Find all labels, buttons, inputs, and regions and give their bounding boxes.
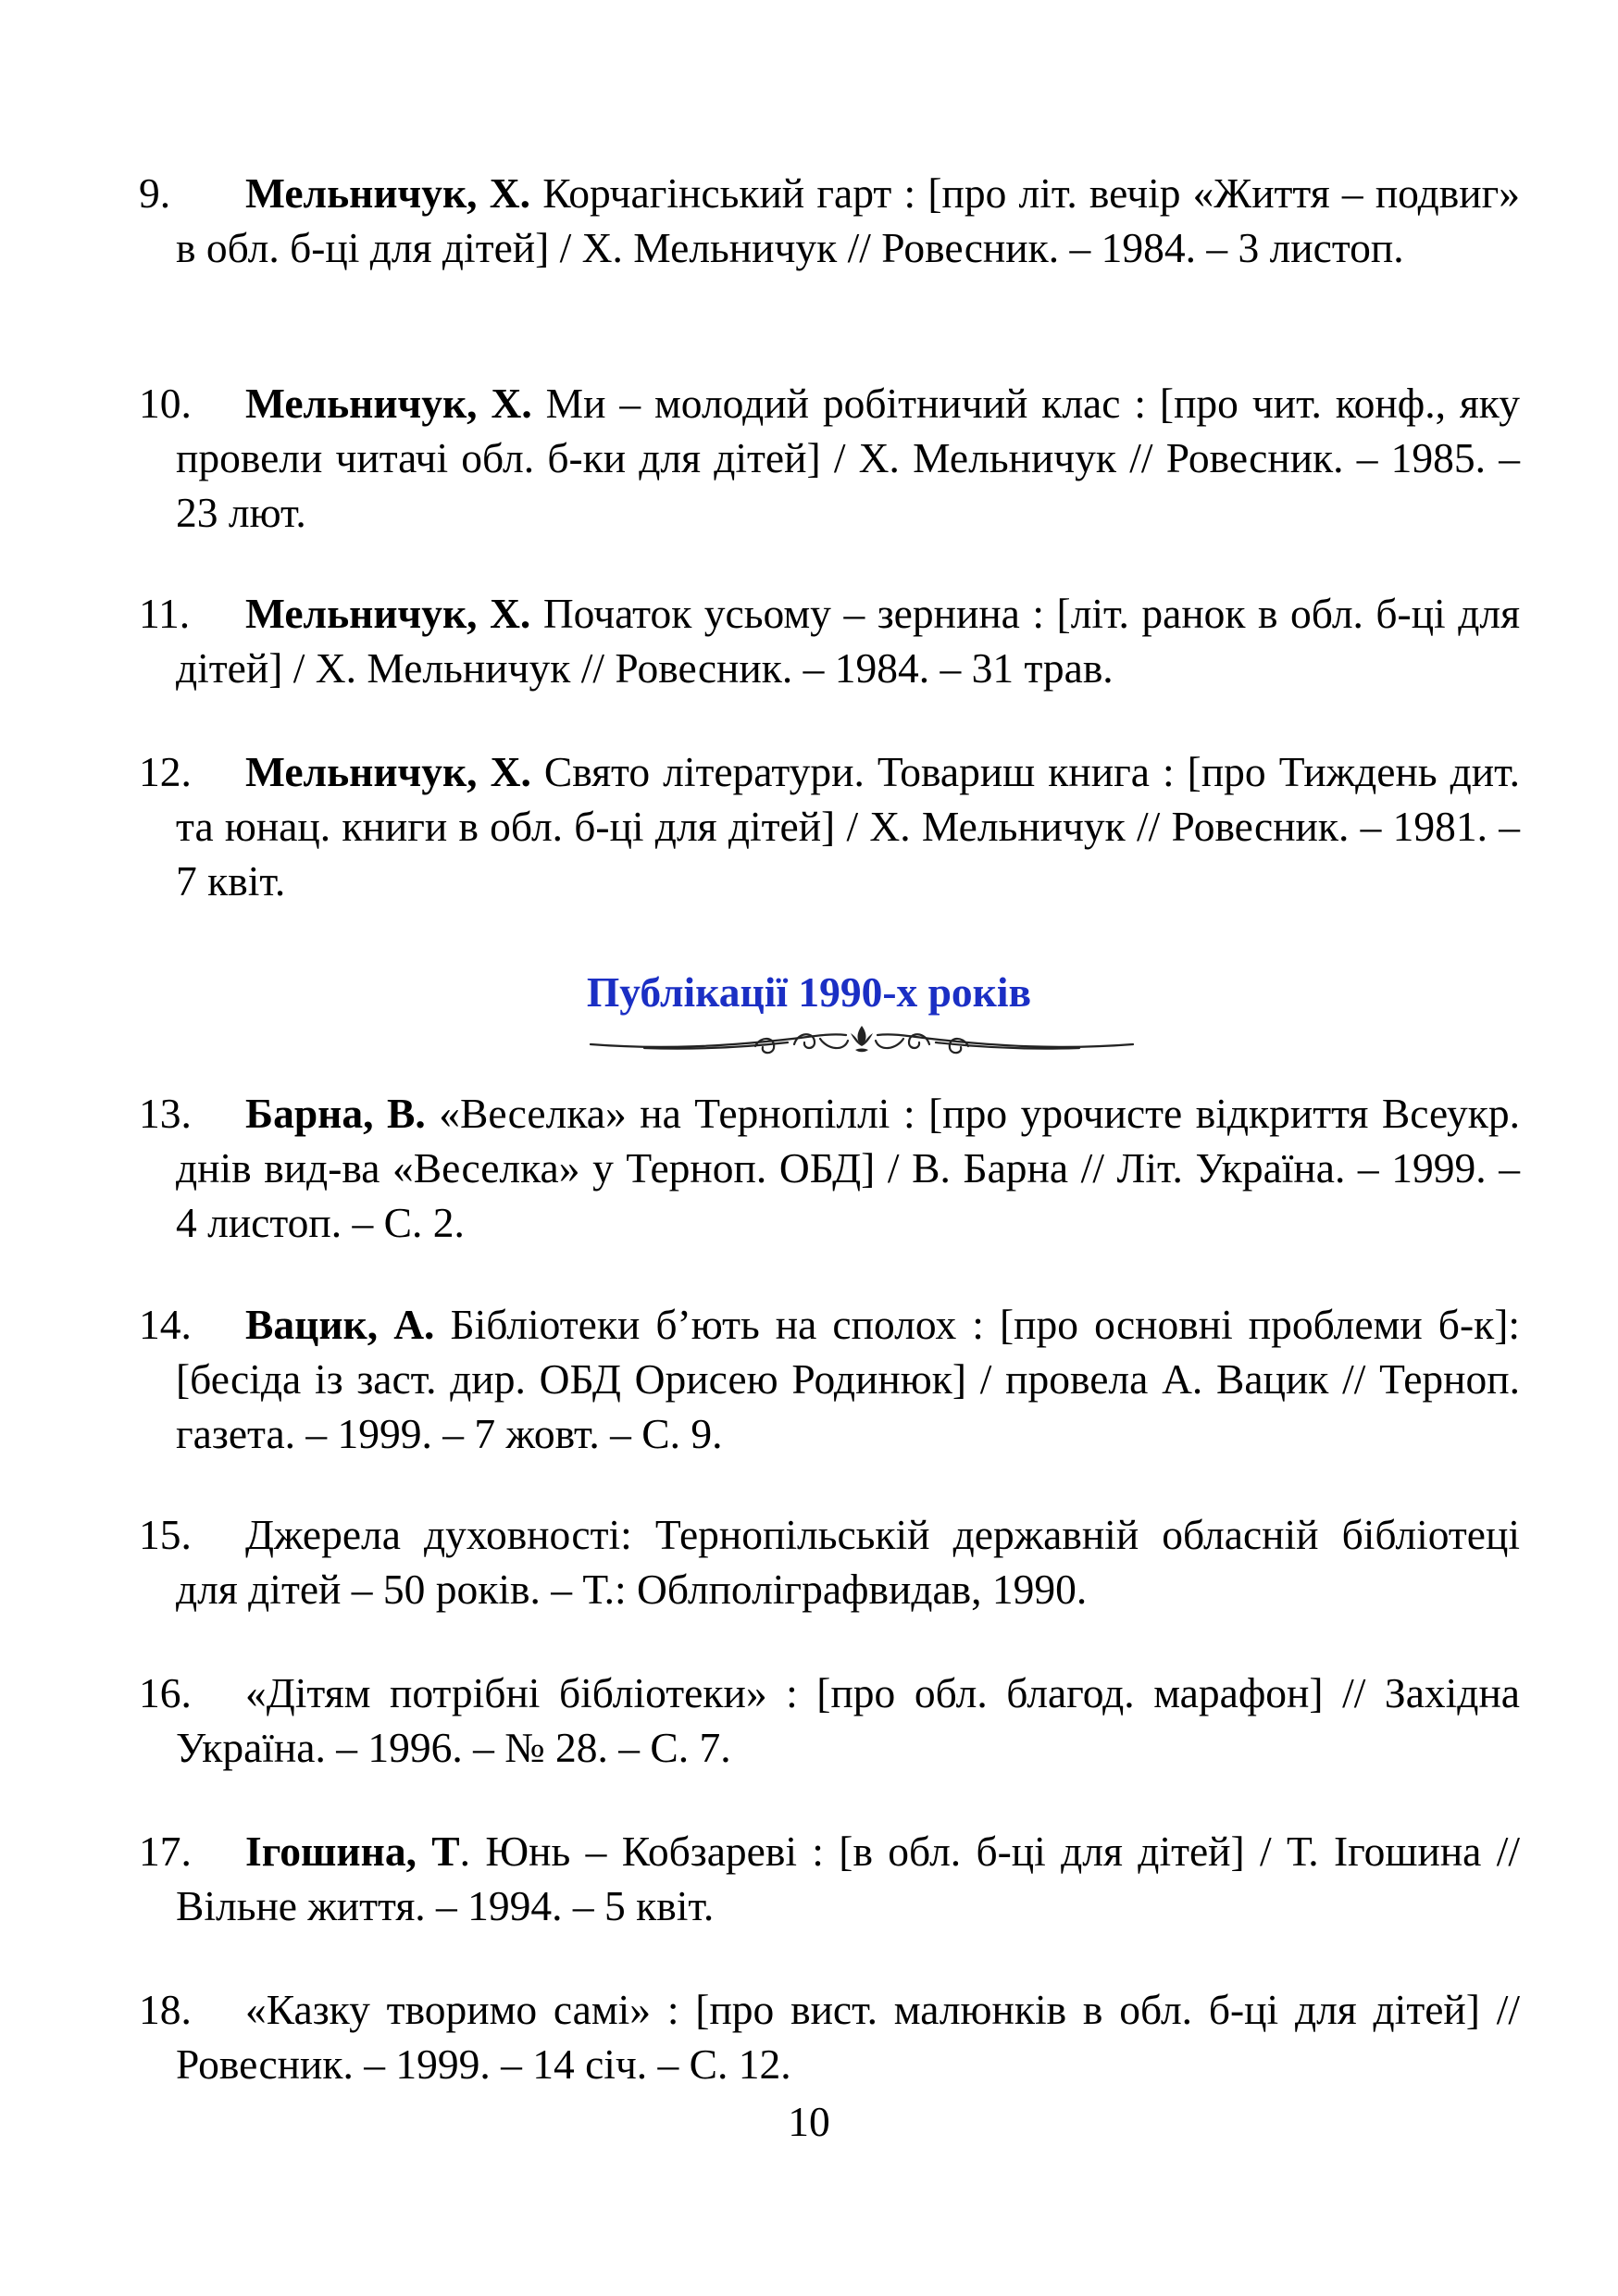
entry-number: 11. (139, 590, 191, 637)
entry-text: Свято літератури. Товариш книга : [про Тиждень дит. та юнац. книги в обл. б-ці для дітей] / Х. Мельничук // Ровесник. – 1981. – 7 квіт. (176, 748, 1520, 905)
entry-number: 18. (139, 1986, 192, 2033)
bibliography-entry-10 (139, 376, 1520, 540)
entry-number: 15. (139, 1511, 192, 1558)
entry-text: Корчагінський гарт : [про літ. вечір «Життя – подвиг» в обл. б-ці для дітей] / Х. Мельничук // Ровесник. – 1984. – 3 листоп. (176, 169, 1521, 271)
bibliography-entry-17 (139, 1824, 1520, 1933)
bibliography-entry-16 (139, 1666, 1520, 1775)
page-number: 10 (788, 2098, 830, 2145)
bibliography-entry-15 (139, 1507, 1520, 1616)
section-heading: Публікації 1990-х років (586, 968, 1032, 1016)
entry-text: «Дітям потрібні бібліотеки» : [про обл. благод. марафон] // Західна Україна. – 1996. – № 28. – С. 7. (176, 1669, 1520, 1771)
entry-text: Ми – молодий робітничий клас : [про чит. конф., яку провели читачі обл. б-ки для дітей] / Х. Мельничук // Ровесник. – 1985. – 23 лют. (176, 380, 1520, 536)
bibliography-entry-9 (139, 166, 1520, 275)
entry-author: Ігошина, Т (245, 1828, 460, 1875)
entry-author: Мельничук, Х. (245, 169, 531, 217)
entry-text: Початок усьому – зернина : [літ. ранок в обл. б-ці для дітей] / Х. Мельничук // Ровесник. – 1984. – 31 трав. (176, 590, 1520, 692)
entry-text: «Казку творимо самі» : [про вист. малюнків в обл. б-ці для дітей] // Ровесник. – 1999. – 14 січ. – С. 12. (176, 1986, 1520, 2088)
bibliography-entry-14 (139, 1297, 1520, 1461)
entry-number: 14. (139, 1301, 192, 1348)
bibliography-entry-11 (139, 586, 1520, 695)
entry-text: Джерела духовності: Тернопільській державній обласній бібліотеці для дітей – 50 років. – Т.: Облполіграфвидав, 1990. (176, 1511, 1520, 1613)
entry-number: 10. (139, 380, 192, 427)
entry-author: Мельничук, Х. (245, 748, 531, 795)
entry-number: 12. (139, 748, 192, 795)
bibliography-entry-13 (139, 1086, 1520, 1250)
ornament-divider-icon (589, 1022, 1135, 1063)
entry-author: Вацик, А. (245, 1301, 435, 1348)
entry-number: 16. (139, 1669, 192, 1716)
entry-author: Мельничук, Х. (245, 590, 531, 637)
bibliography-entry-12 (139, 744, 1520, 908)
entry-number: 17. (139, 1828, 192, 1875)
entry-number: 9. (139, 169, 171, 217)
entry-number: 13. (139, 1090, 192, 1137)
bibliography-entry-18 (139, 1982, 1520, 2091)
entry-text: Бібліотеки б’ють на сполох : [про основні проблеми б-к]: [бесіда із заст. дир. ОБД Орисею Родинюк] / провела А. Вацик // Терноп. газета. – 1999. – 7 жовт. – С. 9. (176, 1301, 1520, 1457)
entry-author: Барна, В. (245, 1090, 426, 1137)
entry-author: Мельничук, Х. (245, 380, 532, 427)
entry-text: «Веселка» на Тернопіллі : [про урочисте відкриття Всеукр. днів вид-ва «Веселка» у Терноп. ОБД] / В. Барна // Літ. Україна. – 1999. – 4 листоп. – С. 2. (176, 1090, 1521, 1246)
entry-text: . Юнь – Кобзареві : [в обл. б-ці для дітей] / Т. Ігошина // Вільне життя. – 1994. – 5 квіт. (176, 1828, 1520, 1929)
